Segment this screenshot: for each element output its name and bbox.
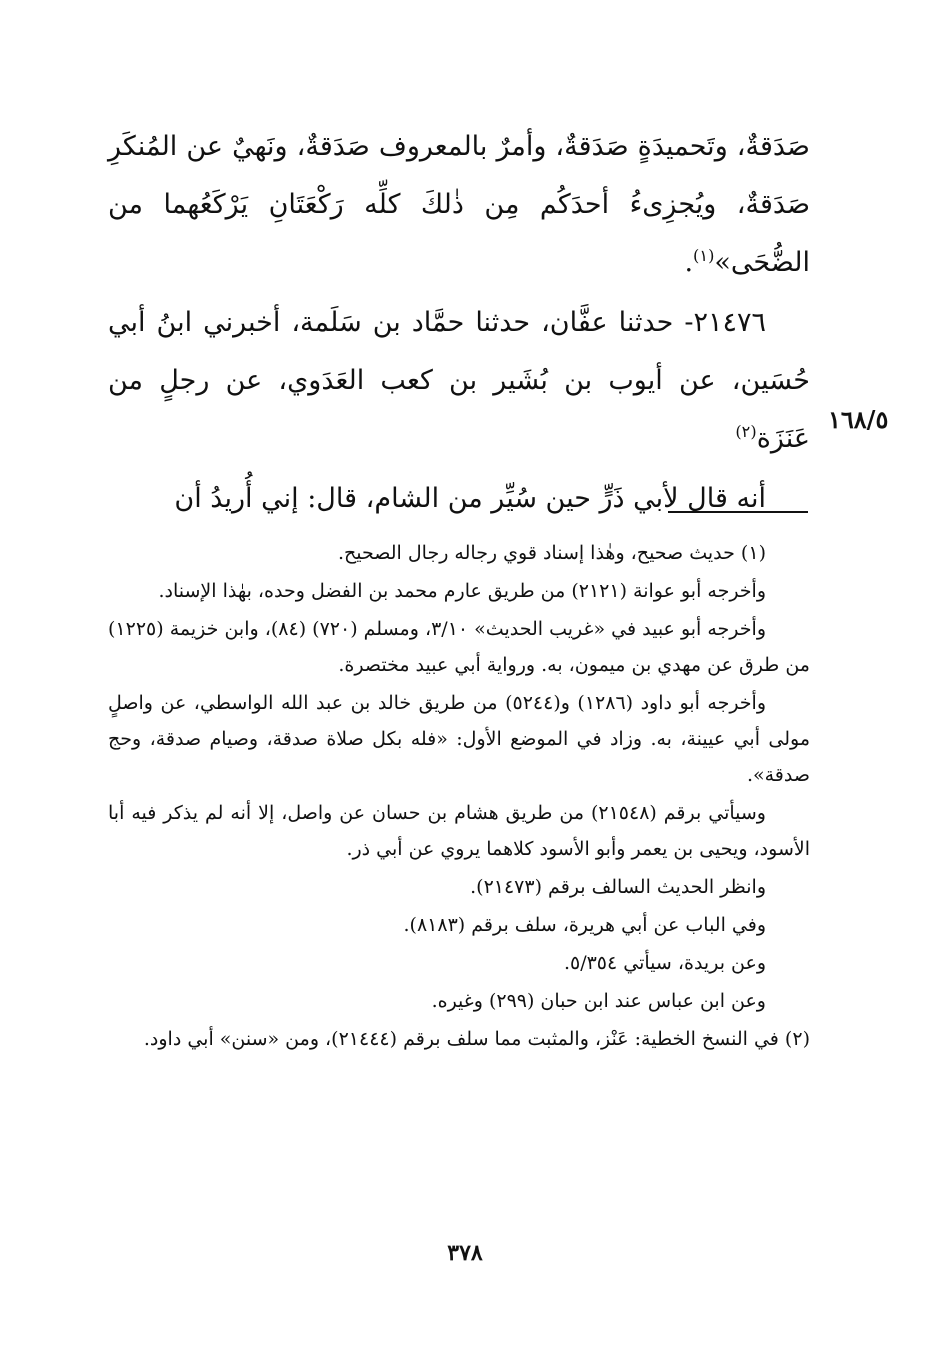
hadith-text: صَدَقةٌ، وتَحميدَةٍ صَدَقةٌ، وأمرٌ بالمعروف صَدَقةٌ، ونَهيٌ عن المُنكَرِ صَدَقةٌ، ويُجزِىءُ أحدَكُم مِن ذٰلكَ كلِّه رَكْعَتَانِ يَرْكَعُهما من الضُّحَى» — [108, 131, 810, 278]
hadith-continuation — [108, 118, 810, 292]
footnote-1-takhrij-4: وسيأتي برقم (٢١٥٤٨) من طريق هشام بن حسان عن واصل، إلا أنه لم يذكر فيه أبا الأسود، ويحيى بن يعمر وأبو الأسود كلاهما يروي عن أبي ذر. — [108, 802, 810, 860]
edition-page-reference: ١٦٨/٥ — [828, 405, 889, 434]
footnote-1-bab-2: وعن بريدة، سيأتي ٥/٣٥٤. — [563, 952, 766, 974]
footnote-1-takhrij-2: وأخرجه أبو عبيد في «غريب الحديث» ٣/١٠، ومسلم (٧٢٠) (٨٤)، وابن خزيمة (١٢٢٥) من طرق عن مهدي بن ميمون، به. ورواية أبي عبيد مختصرة. — [108, 618, 810, 676]
footnote-1: (١) حديث صحيح، وهٰذا إسناد قوي رجاله رجال الصحيح. — [337, 542, 766, 564]
matn-text: أنه قال لأبي ذَرٍّ حين سُيِّر من الشام، قال: إني أُريدُ أن — [174, 483, 766, 514]
footnote-marker[interactable]: (١) — [693, 246, 715, 265]
punctuation: . — [684, 247, 694, 278]
footnote-1-see-also: وانظر الحديث السالف برقم (٢١٤٧٣). — [470, 876, 766, 898]
footnote-1-takhrij-3: وأخرجه أبو داود (١٢٨٦) و(٥٢٤٤) من طريق خالد بن عبد الله الواسطي، عن واصلٍ مولى أبي عيينة، به. وزاد في الموضع الأول: «فله بكل صلاة صدقة، وصيام صدقة، وحج صدقة». — [108, 692, 810, 786]
footnote-1-bab-1: وفي الباب عن أبي هريرة، سلف برقم (٨١٨٣). — [403, 914, 766, 936]
footnote-separator — [668, 511, 808, 513]
footnotes — [108, 535, 810, 1059]
footnote-marker[interactable]: (٢) — [735, 422, 757, 441]
main-text — [108, 118, 810, 528]
footnote-1-bab-3: وعن ابن عباس عند ابن حبان (٢٩٩) وغيره. — [431, 990, 766, 1012]
hadith-21476-matn — [108, 470, 810, 528]
footnote-2: (٢) في النسخ الخطية: عَنْز، والمثبت مما سلف برقم (٢١٤٤٤)، ومن «سنن» أبي داود. — [143, 1028, 810, 1050]
hadith-21476-isnad — [108, 294, 810, 468]
isnad-text: ٢١٤٧٦- حدثنا عفَّان، حدثنا حمَّاد بن سَلَمة، أخبرني ابنُ أبي حُسَين، عن أيوب بن بُشَير بن كعب العَدَوي، عن رجلٍ من عَنَزَة — [108, 307, 810, 454]
page-number: ٣٧٨ — [447, 1240, 483, 1266]
footnote-1-takhrij-1: وأخرجه أبو عوانة (٢١٢١) من طريق عارم محمد بن الفضل وحده، بهٰذا الإسناد. — [158, 580, 766, 602]
